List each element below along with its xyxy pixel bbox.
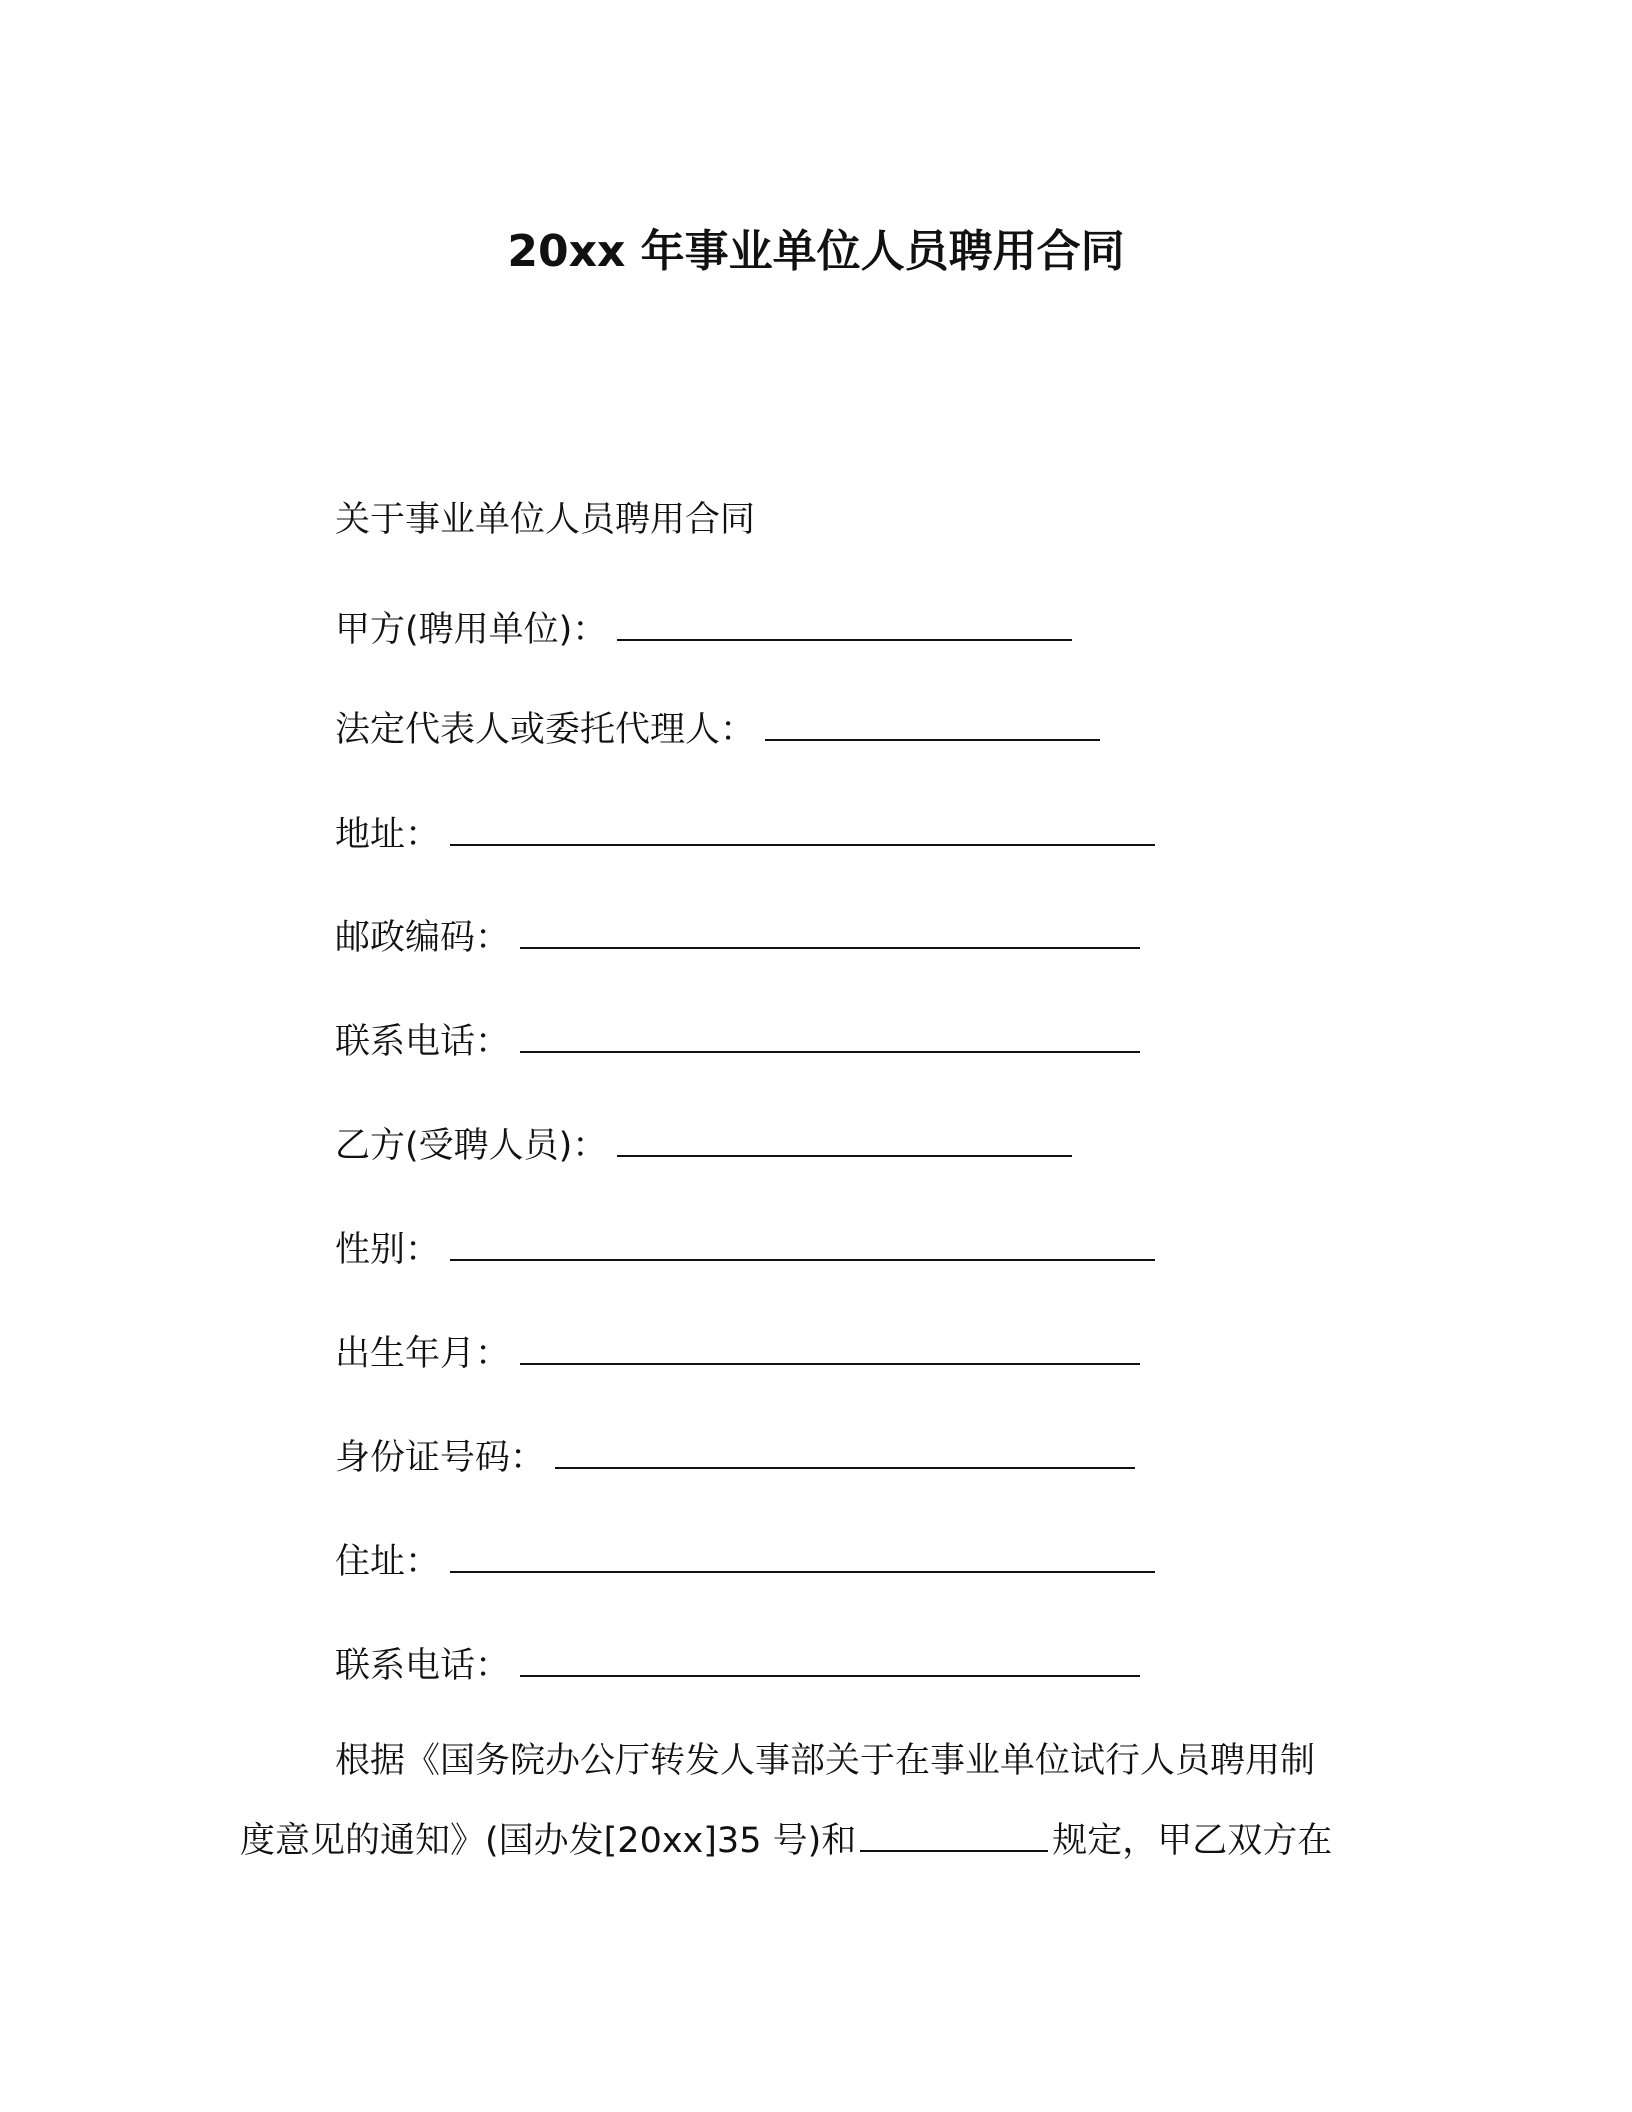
field-postal-code	[335, 913, 1140, 963]
field-label: 身份证号码：	[335, 1438, 546, 1478]
field-phone-a	[335, 1017, 1140, 1067]
blank-line	[520, 1643, 1140, 1677]
field-address	[335, 810, 1155, 860]
field-residence	[335, 1537, 1155, 1587]
field-label: 出生年月：	[335, 1334, 511, 1374]
blank-line	[520, 915, 1140, 949]
blank-line	[520, 1331, 1140, 1365]
field-birth-date	[335, 1329, 1140, 1379]
field-label: 甲方(聘用单位)：	[335, 610, 608, 650]
blank-line	[765, 707, 1100, 741]
field-party-b	[335, 1121, 1072, 1171]
contract-subtitle: 关于事业单位人员聘用合同	[335, 500, 756, 540]
field-party-a	[335, 605, 1072, 655]
blank-line	[450, 1539, 1155, 1573]
field-label: 联系电话：	[335, 1646, 511, 1686]
field-label: 邮政编码：	[335, 918, 511, 958]
body-paragraph-line-1: 根据《国务院办公厅转发人事部关于在事业单位试行人员聘用制	[335, 1741, 1316, 1781]
blank-line	[450, 812, 1155, 846]
blank-line	[860, 1818, 1048, 1852]
field-label: 地址：	[335, 815, 441, 855]
document-title: 20xx 年事业单位人员聘用合同	[507, 226, 1125, 277]
field-label: 联系电话：	[335, 1022, 511, 1062]
body-paragraph-line-2	[240, 1816, 1400, 1866]
field-gender	[335, 1225, 1155, 1275]
field-phone-b	[335, 1641, 1140, 1691]
blank-line	[450, 1227, 1155, 1261]
field-id-number	[335, 1433, 1135, 1483]
paragraph-text: 度意见的通知》(国办发[20xx]35 号)和	[240, 1821, 857, 1861]
field-label: 法定代表人或委托代理人：	[335, 710, 756, 750]
paragraph-text: 规定，甲乙双方在	[1052, 1821, 1333, 1861]
field-label: 性别：	[335, 1230, 441, 1270]
blank-line	[520, 1019, 1140, 1053]
blank-line	[617, 607, 1072, 641]
field-label: 乙方(受聘人员)：	[335, 1126, 608, 1166]
blank-line	[555, 1435, 1135, 1469]
field-legal-representative	[335, 705, 1100, 755]
field-label: 住址：	[335, 1542, 441, 1582]
blank-line	[617, 1123, 1072, 1157]
